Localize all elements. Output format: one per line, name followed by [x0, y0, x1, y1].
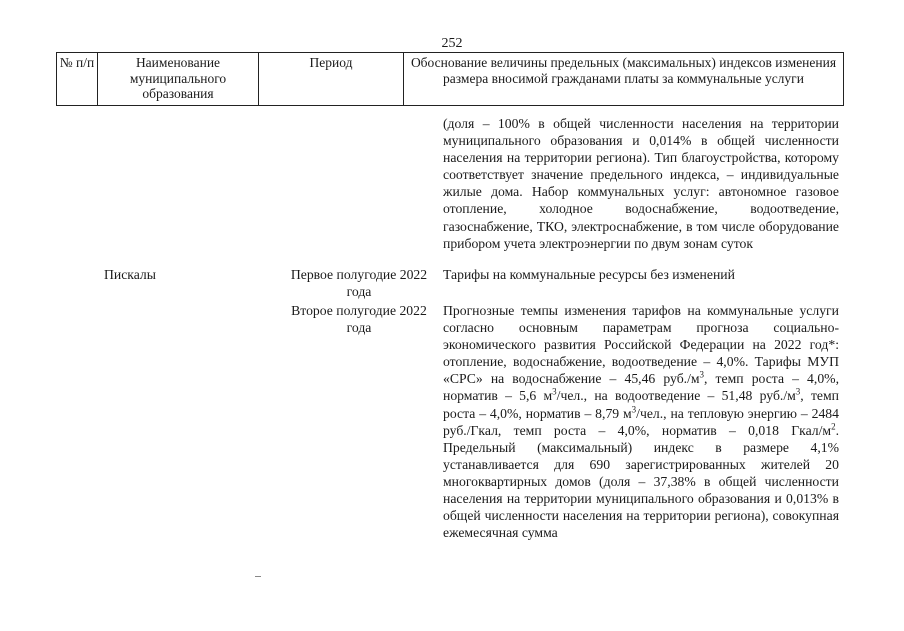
justification-part: . Предельный (максимальный) индекс в размере 4,1% устанавливается для 690 зарегистрированных жителей 20 многоквартирных домов (доля – 37,38% в общей численности населения на территории муниципального образования и 0,013% в общей численности населения на территории региона), совокупная ежемесячная сумма	[443, 422, 839, 541]
justification-part: /чел., на тепловую энергию – 2484 руб./Гкал, темп роста – 4,0%, норматив – 0,018 Гкал/м	[443, 405, 839, 438]
superscript: 3	[795, 386, 801, 397]
period-first-half: Первое полугодие 2022 года	[290, 267, 428, 300]
superscript: 3	[699, 369, 705, 380]
scan-speck	[255, 576, 261, 577]
superscript: 2	[831, 421, 836, 432]
header-period: Период	[259, 53, 404, 105]
page-number: 252	[441, 36, 463, 51]
justification-part: Прогнозные темпы изменения тарифов на коммунальные услуги согласно основным параметрам прогноза социально-экономического развития Российской Федерации на 2022 год*: отопление, водоснабжение, водоотведение – 4,0%. Тарифы МУП «СРС» на водоснабжение – 45,46 руб./м	[443, 303, 839, 387]
continuation-text: (доля – 100% в общей численности населения на территории муниципального образования и 0,014% в общей численности населения на территории региона). Тип благоустройства, которому соответствует значение предельного индекса, – индивидуальные жилые дома. Набор коммунальных услуг: автономное газовое отопление, холодное водоснабжение, водоотведение, газоснабжение, ТКО, электроснабжение, в том числе оборудование прибором учета электроэнергии по двум зонам суток	[443, 116, 839, 251]
superscript: 3	[552, 386, 557, 397]
justification-part: , темп роста – 4,0%, норматив – 5,6 м	[443, 371, 839, 404]
table-header	[56, 52, 844, 106]
superscript: 3	[631, 404, 637, 414]
justification-part: , темп роста – 4,0%, норматив – 8,79 м	[443, 388, 839, 421]
justification-second-half	[443, 302, 839, 541]
period-second-half: Второе полугодие 2022 года	[291, 303, 427, 336]
header-number: № п/п	[57, 53, 98, 105]
header-justification: Обоснование величины предельных (максимальных) индексов изменения размера вносимой гражданами платы за коммунальные услуги	[410, 55, 837, 86]
justification-part: /чел., на водоотведение – 51,48 руб./м	[556, 388, 796, 404]
justification-first-half: Тарифы на коммунальные ресурсы без изменений	[443, 267, 735, 282]
header-municipality: Наименование муниципального образования	[98, 53, 259, 105]
municipality-name: Пискалы	[104, 267, 156, 282]
